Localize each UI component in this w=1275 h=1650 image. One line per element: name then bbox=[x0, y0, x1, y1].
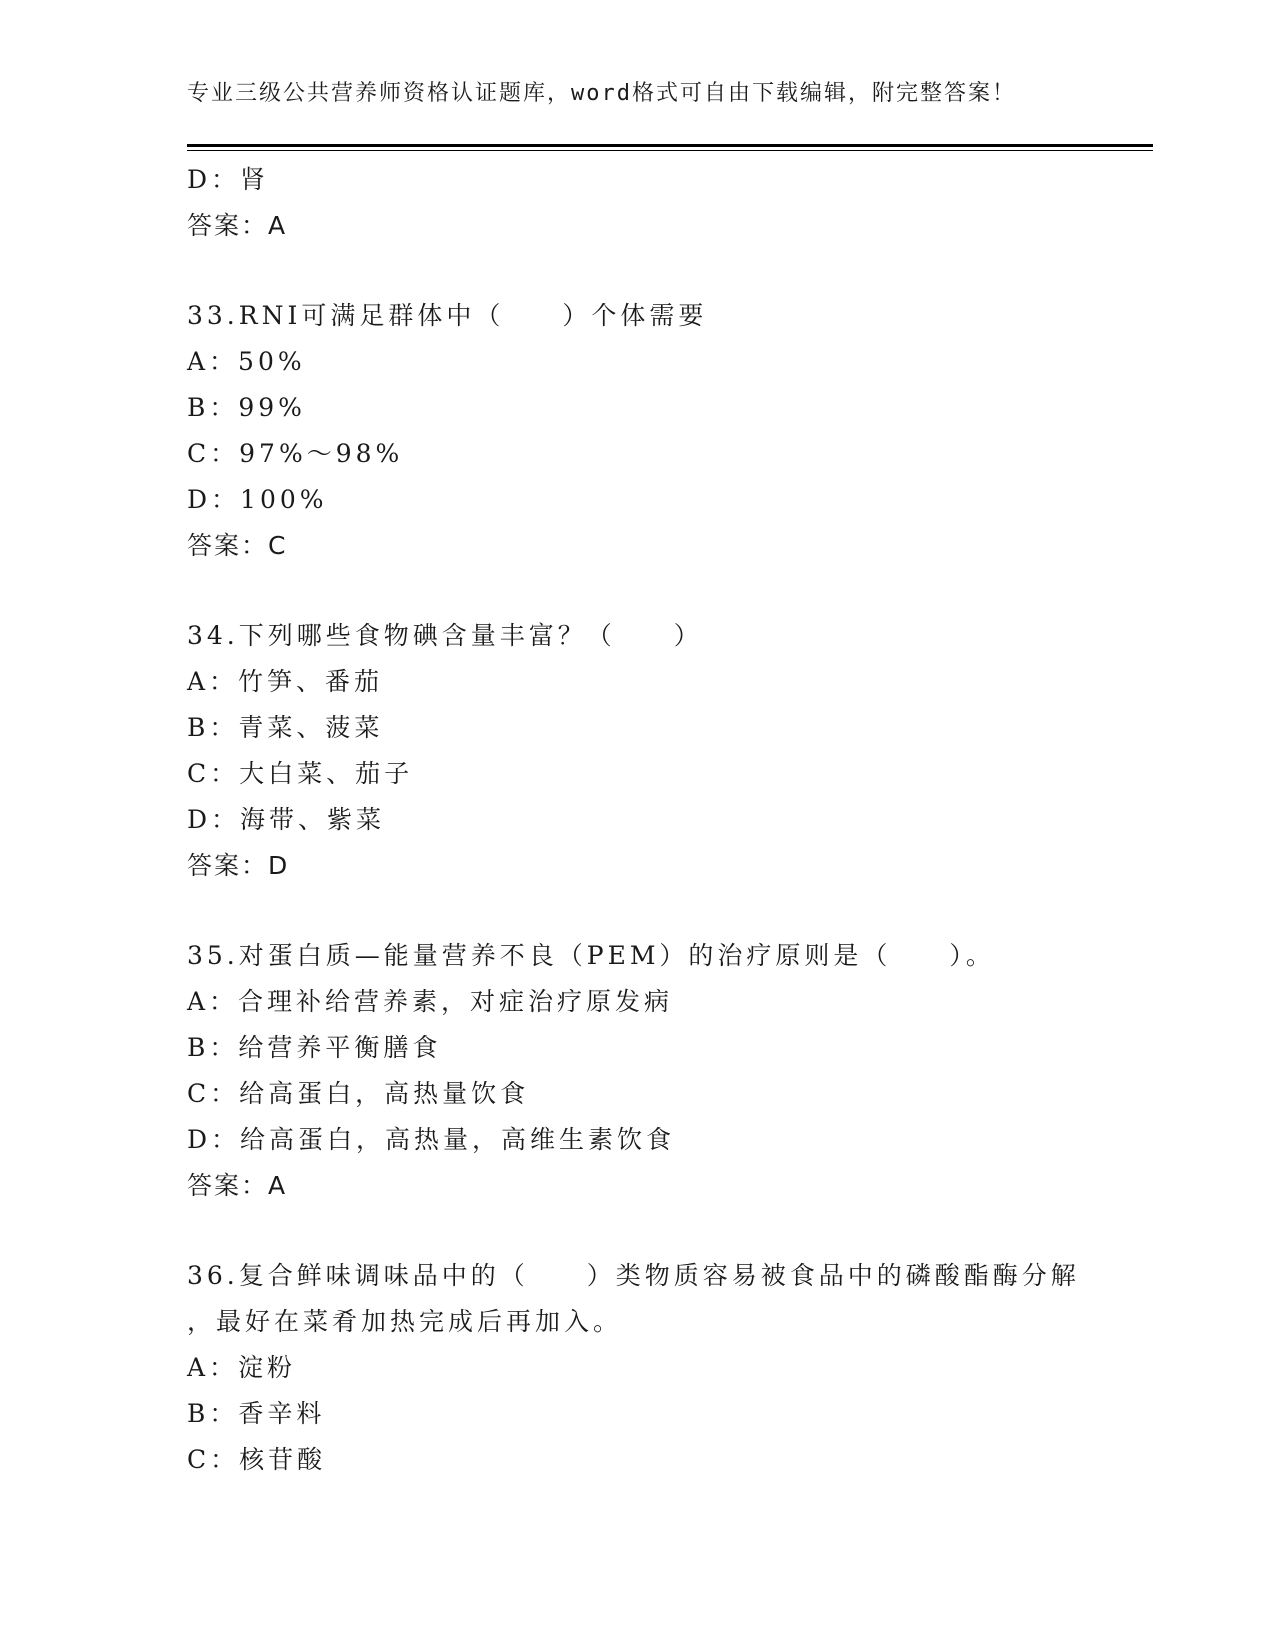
q33-option-b: B：99% bbox=[187, 393, 306, 422]
q33-stem: 33.RNI可满足群体中（ ）个体需要 bbox=[187, 301, 708, 330]
q34-option-b: B：青菜、菠菜 bbox=[187, 713, 384, 742]
q36-stem-line2: ，最好在菜肴加热完成后再加入。 bbox=[187, 1307, 623, 1336]
q34-option-a: A：竹笋、番茄 bbox=[187, 667, 384, 696]
spacer bbox=[187, 889, 1153, 933]
q35-option-a: A：合理补给营养素，对症治疗原发病 bbox=[187, 987, 674, 1016]
header-rule-thick bbox=[187, 144, 1153, 147]
q33-option-d: D：100% bbox=[187, 485, 328, 514]
q35-stem: 35.对蛋白质—能量营养不良（PEM）的治疗原则是（ ）。 bbox=[187, 941, 995, 970]
spacer bbox=[187, 1209, 1153, 1253]
question-list bbox=[187, 157, 1153, 1483]
prev-option-d: D：肾 bbox=[187, 165, 270, 194]
q34-answer: 答案：D bbox=[187, 851, 290, 880]
q34-option-d: D：海带、紫菜 bbox=[187, 805, 386, 834]
q36-option-a: A：淀粉 bbox=[187, 1353, 297, 1382]
q36-option-c: C：核苷酸 bbox=[187, 1445, 327, 1474]
q35-answer: 答案：A bbox=[187, 1171, 288, 1200]
prev-answer: 答案：A bbox=[187, 211, 288, 240]
header-rule-thin bbox=[187, 150, 1153, 151]
page-header: 专业三级公共营养师资格认证题库，word格式可自由下载编辑，附完整答案！ bbox=[187, 81, 1016, 106]
q33-option-a: A：50% bbox=[187, 347, 306, 376]
q36-stem-line1: 36.复合鲜味调味品中的（ ）类物质容易被食品中的磷酸酯酶分解 bbox=[187, 1261, 1080, 1290]
q33-option-c: C：97%～98% bbox=[187, 439, 404, 468]
spacer bbox=[187, 249, 1153, 293]
q35-option-c: C：给高蛋白，高热量饮食 bbox=[187, 1079, 530, 1108]
q36-option-b: B：香辛料 bbox=[187, 1399, 326, 1428]
q35-option-d: D：给高蛋白，高热量，高维生素饮食 bbox=[187, 1125, 676, 1154]
spacer bbox=[187, 569, 1153, 613]
q34-stem: 34.下列哪些食物碘含量丰富？（ ） bbox=[187, 621, 703, 650]
q33-answer: 答案：C bbox=[187, 531, 288, 560]
q34-option-c: C：大白菜、茄子 bbox=[187, 759, 414, 788]
q35-option-b: B：给营养平衡膳食 bbox=[187, 1033, 442, 1062]
